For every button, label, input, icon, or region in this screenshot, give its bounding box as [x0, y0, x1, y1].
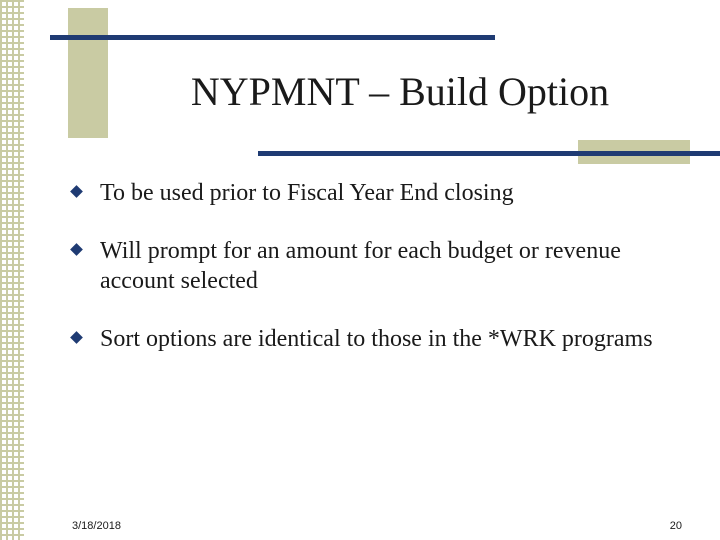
bullet-item: [70, 178, 670, 208]
top-rule: [50, 35, 495, 40]
page-number: 20: [669, 520, 682, 532]
title-underline-rule: [258, 151, 720, 156]
bullet-list: [70, 178, 670, 376]
footer-date: 3/18/2018: [72, 520, 121, 532]
diamond-bullet-icon: [70, 185, 83, 198]
left-grid-decoration: [0, 0, 24, 540]
bullet-item: [70, 236, 670, 296]
bullet-text: Will prompt for an amount for each budget or revenue account selected: [100, 238, 621, 294]
slide-title: NYPMNT – Build Option: [190, 69, 610, 114]
diamond-bullet-icon: [70, 331, 83, 344]
bullet-item: [70, 324, 670, 354]
bullet-text: To be used prior to Fiscal Year End closing: [100, 180, 514, 206]
diamond-bullet-icon: [70, 243, 83, 256]
bullet-text: Sort options are identical to those in the *WRK programs: [100, 326, 653, 352]
